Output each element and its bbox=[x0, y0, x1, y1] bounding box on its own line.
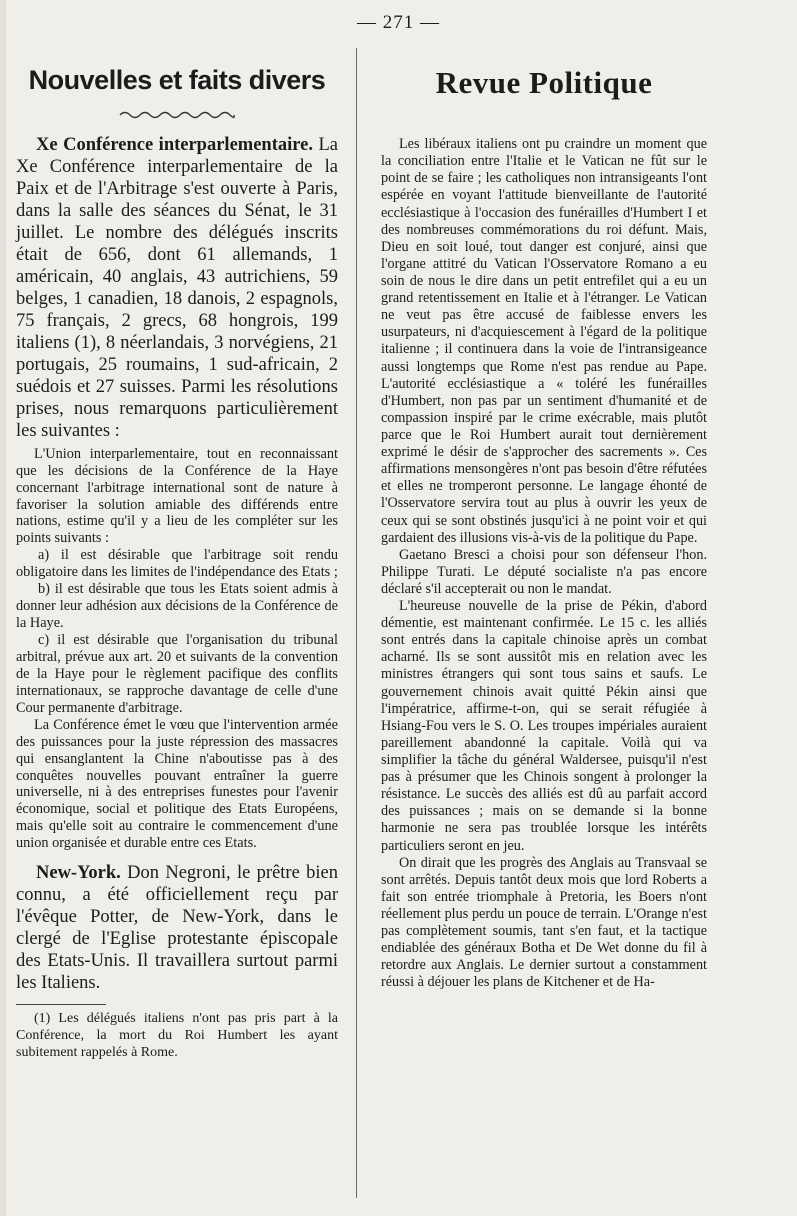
politics-paragraph-pekin: L'heureuse nouvelle de la prise de Pékin, d'abord démentie, est maintenant confirmée. Le 15 c. les alliés sont entrés dans la capitale chinoise après un combat acharné. Ils se sont aussitôt mis en relation avec les ministres étrangers qui sont tous sains et saufs. Le gouvernement chinois avait quitté Pékin ainsi que l'impératrice, affirme-t-on, qui se serait réfugiée à Hsiang-Fou vers le S. O. Les troupes impériales auraient pareillement abandonné la capitale. Voilà qui va simplifier la tâche du général Waldersee, puisqu'il n'est pas à présumer que les Chinois songent à prolonger la résistance. Le succès des alliés est dû au parfait accord des puissances ; mais on se demande si la bonne harmonie ne sera pas troublée lorsque les intérêts particuliers seront en jeu. bbox=[381, 598, 707, 854]
resolution-intro: L'Union interparlementaire, tout en reconnaissant que les décisions de la Conférence de la Haye concernant l'arbitrage international sont de nature à favoriser la solution amiable des différends entre nations, estime qu'il y a lieu de les compléter sur les points suivants : bbox=[16, 445, 338, 547]
left-column bbox=[16, 66, 338, 1062]
left-column-title: Nouvelles et faits divers bbox=[28, 65, 326, 95]
resolution-item-c: c) il est désirable que l'organisation du tribunal arbitral, prévue aux art. 20 et suivants de la convention de la Haye pour le règlement pacifique des conflits internationaux, se rapproche davantage de celle d'une Cour permanente d'arbitrage. bbox=[16, 632, 338, 716]
wave-ornament-icon bbox=[118, 110, 236, 120]
conference-heading: Xe Conférence interparlementaire. bbox=[36, 134, 313, 155]
conference-voeu: La Conférence émet le vœu que l'intervention armée des puissances pour la juste répression des massacres qui ensanglantent la Chine n'aboutisse pas à des conquêtes nouvelles pouvant entraîner la guerre universelle, ni à des entreprises funestes pour l'avenir économique, social et politique des Etats Européens, mais qu'elle soit au contraire le commencement d'une union organisée et durable entre ces Etats. bbox=[16, 716, 338, 852]
footnote-rule bbox=[16, 1004, 106, 1005]
conference-body: La Xe Conférence interparlementaire de la Paix et de l'Arbitrage s'est ouverte à Paris, dans la salle des séances du Sénat, le 31 juillet. Le nombre des délégués inscrits était de 656, dont 61 allemands, 1 américain, 40 anglais, 43 autrichiens, 59 belges, 1 canadien, 18 danois, 2 espagnols, 75 français, 2 grecs, 68 hongrois, 199 italiens (1), 8 néerlandais, 3 norvégiens, 21 portugais, 25 roumains, 1 sud-africain, 2 suédois et 27 suisses. Parmi les résolutions prises, nous remarquons particulièrement les suivantes : bbox=[16, 134, 338, 441]
politics-paragraph-bresci: Gaetano Bresci a choisi pour son défenseur l'hon. Philippe Turati. Le député socialiste n'a pas encore déclaré s'il accepterait ou non le mandat. bbox=[381, 546, 707, 597]
newyork-heading: New-York. bbox=[36, 863, 121, 884]
right-column-title: Revue Politique bbox=[435, 65, 653, 100]
rule-ornament-icon bbox=[514, 114, 574, 122]
politics-paragraph-vatican: Les libéraux italiens ont pu craindre un moment que la conciliation entre l'Italie et le Vatican ne fût sur le point de se faire ; les catholiques non intransigeants l'ont espérée en voyant l'attitude bienveillante de l'autorité ecclésiastique à l'occasion des funérailles d'Humbert I et des nombreuses commémorations du roi défunt. Mais, Dieu en soit loué, tout danger est conjuré, ainsi que l'organe attitré du Vatican l'Osservatore Romano a eu soin de nous le dire dans un petit entrefilet qui a eu un grand retentissement en Italie et à l'étranger. Le Vatican ne veut pas être accusé de faiblesse envers les usurpateurs, ni d'acquiescement à l'égard de la politique italienne ; il continuera dans la voie de l'intransigeance aussi longtemps que Rome n'est pas rendue au Pape. L'autorité ecclésiastique a « toléré les funérailles d'Humbert, non pas par un sentiment d'humanité et de compassion inspiré par le crime exécrable, mais plutôt parce que le Roi Humbert aurait tout dernièrement exprimé le désir de s'approcher des sacrements ». Ces affirmations mensongères n'ont pas besoin d'être réfutées et elles ne tromperont personne. Le langage éhonté de l'Osservatore servira tout au plus à ouvrir les yeux de ceux qui se sont obstinés jusqu'ici à ne point voir et qui gardaient des illusions vis-à-vis de la politique du Pape. bbox=[381, 136, 707, 546]
conference-paragraph bbox=[16, 134, 338, 442]
newyork-body: Don Negroni, le prêtre bien connu, a été officiellement reçu par l'évêque Potter, de New-York, dans le clergé de l'Eglise protestante épiscopale des Etats-Unis. Il travaillera surtout parmi les Italiens. bbox=[16, 863, 338, 994]
footnote: (1) Les délégués italiens n'ont pas pris part à la Conférence, la mort du Roi Humbert les ayant subitement rappelés à Rome. bbox=[16, 1011, 338, 1060]
resolution-item-b: b) il est désirable que tous les Etats soient admis à donner leur adhésion aux décisions de la Conférence de la Haye. bbox=[16, 581, 338, 632]
page-number: — 271 — bbox=[357, 12, 440, 33]
column-divider bbox=[356, 48, 357, 1198]
newyork-paragraph bbox=[16, 862, 338, 994]
page-edge bbox=[0, 0, 6, 1216]
politics-paragraph-transvaal: On dirait que les progrès des Anglais au Transvaal se sont arrêtés. Depuis tantôt deux mois que lord Roberts a fait son entrée triomphale à Pretoria, les Boers n'ont réellement plus perdu un pouce de terrain. L'Orange n'est pas complètement soumis, tant s'en faut, et la tactique endiablée des généraux Botha et De Wet donne du fil à retordre aux Anglais. Le dernier surtout a constamment réussi à déjouer les plans de Kitchener et de Ha- bbox=[381, 854, 707, 991]
right-column bbox=[381, 66, 707, 992]
resolution-item-a: a) il est désirable que l'arbitrage soit rendu obligatoire dans les limites de l'indépendance des Etats ; bbox=[16, 547, 338, 581]
